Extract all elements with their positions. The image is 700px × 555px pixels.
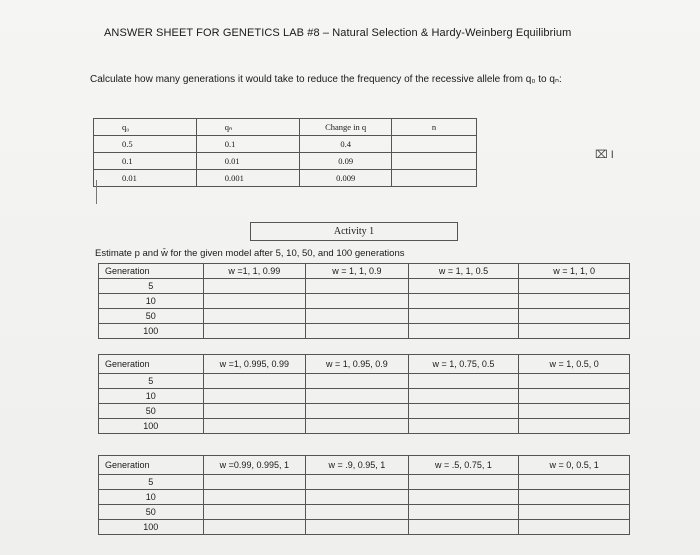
header-w: w = 1, 1, 0.5 bbox=[408, 264, 519, 279]
answer-cell[interactable] bbox=[203, 294, 306, 309]
table-row bbox=[99, 505, 630, 520]
answer-cell[interactable] bbox=[203, 404, 306, 419]
cell-n[interactable] bbox=[391, 153, 476, 170]
table-row bbox=[99, 404, 630, 419]
answer-cell[interactable] bbox=[408, 324, 519, 339]
answer-cell[interactable] bbox=[519, 294, 630, 309]
answer-cell[interactable] bbox=[519, 404, 630, 419]
generation-cell: 100 bbox=[99, 419, 204, 434]
table-row bbox=[99, 294, 630, 309]
table-row bbox=[94, 136, 477, 153]
answer-cell[interactable] bbox=[408, 309, 519, 324]
answer-cell[interactable] bbox=[306, 279, 409, 294]
table-header-row bbox=[94, 119, 477, 136]
table-row bbox=[99, 490, 630, 505]
table-row bbox=[99, 324, 630, 339]
cell: 0.1 bbox=[94, 153, 197, 170]
cell-n[interactable] bbox=[391, 136, 476, 153]
answer-cell[interactable] bbox=[408, 419, 519, 434]
answer-cell[interactable] bbox=[408, 294, 519, 309]
header-w: w = 1, 1, 0 bbox=[519, 264, 630, 279]
answer-cell[interactable] bbox=[203, 520, 306, 535]
cell-n[interactable] bbox=[391, 170, 476, 187]
header-qn: qₙ bbox=[196, 119, 300, 136]
generation-cell: 5 bbox=[99, 279, 204, 294]
header-generation: Generation bbox=[99, 456, 204, 475]
table-row bbox=[94, 170, 477, 187]
table-row bbox=[99, 389, 630, 404]
answer-cell[interactable] bbox=[306, 294, 409, 309]
answer-cell[interactable] bbox=[203, 374, 306, 389]
cell: 0.5 bbox=[94, 136, 197, 153]
answer-cell[interactable] bbox=[306, 419, 409, 434]
header-generation: Generation bbox=[99, 264, 204, 279]
table-header-row bbox=[99, 355, 630, 374]
answer-cell[interactable] bbox=[519, 520, 630, 535]
generation-cell: 5 bbox=[99, 374, 204, 389]
answer-cell[interactable] bbox=[519, 505, 630, 520]
table-header-row bbox=[99, 456, 630, 475]
cell: 0.1 bbox=[196, 136, 300, 153]
header-q0: q₀ bbox=[94, 119, 197, 136]
answer-cell[interactable] bbox=[203, 505, 306, 520]
answer-cell[interactable] bbox=[306, 490, 409, 505]
answer-cell[interactable] bbox=[519, 279, 630, 294]
cell: 0.4 bbox=[300, 136, 392, 153]
generation-cell: 10 bbox=[99, 389, 204, 404]
header-w: w = 1, 0.95, 0.9 bbox=[306, 355, 409, 374]
answer-cell[interactable] bbox=[306, 324, 409, 339]
fitness-table-1 bbox=[98, 263, 630, 339]
cell: 0.009 bbox=[300, 170, 392, 187]
answer-cell[interactable] bbox=[408, 279, 519, 294]
header-w: w =0.99, 0.995, 1 bbox=[203, 456, 306, 475]
table-row bbox=[99, 475, 630, 490]
fitness-table-3 bbox=[98, 455, 630, 535]
fitness-table-2 bbox=[98, 354, 630, 434]
answer-cell[interactable] bbox=[519, 374, 630, 389]
header-w: w =1, 1, 0.99 bbox=[203, 264, 306, 279]
header-w: w = 1, 1, 0.9 bbox=[306, 264, 409, 279]
generation-cell: 100 bbox=[99, 324, 204, 339]
answer-cell[interactable] bbox=[519, 419, 630, 434]
answer-cell[interactable] bbox=[203, 324, 306, 339]
answer-cell[interactable] bbox=[408, 475, 519, 490]
table-row bbox=[94, 153, 477, 170]
side-mark: ⌧ I bbox=[595, 149, 614, 161]
answer-cell[interactable] bbox=[408, 505, 519, 520]
header-n: n bbox=[391, 119, 476, 136]
answer-cell[interactable] bbox=[306, 475, 409, 490]
answer-cell[interactable] bbox=[408, 374, 519, 389]
cell: 0.01 bbox=[196, 153, 300, 170]
answer-cell[interactable] bbox=[306, 404, 409, 419]
page-title: ANSWER SHEET FOR GENETICS LAB #8 – Natural Selection & Hardy-Weinberg Equilibrium bbox=[104, 27, 572, 39]
generation-cell: 10 bbox=[99, 294, 204, 309]
answer-cell[interactable] bbox=[306, 389, 409, 404]
answer-cell[interactable] bbox=[519, 309, 630, 324]
generation-cell: 5 bbox=[99, 475, 204, 490]
answer-cell[interactable] bbox=[306, 520, 409, 535]
generation-cell: 100 bbox=[99, 520, 204, 535]
table-row bbox=[99, 309, 630, 324]
answer-cell[interactable] bbox=[408, 389, 519, 404]
answer-cell[interactable] bbox=[306, 309, 409, 324]
answer-cell[interactable] bbox=[519, 324, 630, 339]
header-w: w = .9, 0.95, 1 bbox=[306, 456, 409, 475]
header-w: w =1, 0.995, 0.99 bbox=[203, 355, 306, 374]
cell: 0.001 bbox=[196, 170, 300, 187]
answer-cell[interactable] bbox=[306, 505, 409, 520]
table-row bbox=[99, 279, 630, 294]
cell: 0.01 bbox=[94, 170, 197, 187]
header-change-in-q: Change in q bbox=[300, 119, 392, 136]
divider bbox=[96, 180, 97, 204]
answer-cell[interactable] bbox=[203, 490, 306, 505]
answer-cell[interactable] bbox=[203, 389, 306, 404]
answer-cell[interactable] bbox=[519, 490, 630, 505]
generation-cell: 50 bbox=[99, 404, 204, 419]
activity-heading: Activity 1 bbox=[250, 222, 458, 241]
generations-table bbox=[93, 118, 477, 187]
header-w: w = 1, 0.5, 0 bbox=[519, 355, 630, 374]
generation-cell: 10 bbox=[99, 490, 204, 505]
answer-cell[interactable] bbox=[519, 389, 630, 404]
answer-cell[interactable] bbox=[408, 404, 519, 419]
instruction-text: Calculate how many generations it would take to reduce the frequency of the recessive allele from q₀ to qₙ: bbox=[90, 74, 562, 85]
table-row bbox=[99, 520, 630, 535]
generation-cell: 50 bbox=[99, 505, 204, 520]
answer-cell[interactable] bbox=[203, 279, 306, 294]
header-w: w = 0, 0.5, 1 bbox=[519, 456, 630, 475]
header-w: w = 1, 0.75, 0.5 bbox=[408, 355, 519, 374]
header-generation: Generation bbox=[99, 355, 204, 374]
generation-cell: 50 bbox=[99, 309, 204, 324]
table-row bbox=[99, 419, 630, 434]
cell: 0.09 bbox=[300, 153, 392, 170]
answer-cell[interactable] bbox=[203, 419, 306, 434]
answer-cell[interactable] bbox=[203, 475, 306, 490]
table-row bbox=[99, 374, 630, 389]
answer-cell[interactable] bbox=[203, 309, 306, 324]
table-header-row bbox=[99, 264, 630, 279]
answer-cell[interactable] bbox=[408, 520, 519, 535]
answer-cell[interactable] bbox=[408, 490, 519, 505]
header-w: w = .5, 0.75, 1 bbox=[408, 456, 519, 475]
estimate-instruction: Estimate p and w̄ for the given model after 5, 10, 50, and 100 generations bbox=[95, 248, 405, 259]
answer-cell[interactable] bbox=[519, 475, 630, 490]
answer-cell[interactable] bbox=[306, 374, 409, 389]
